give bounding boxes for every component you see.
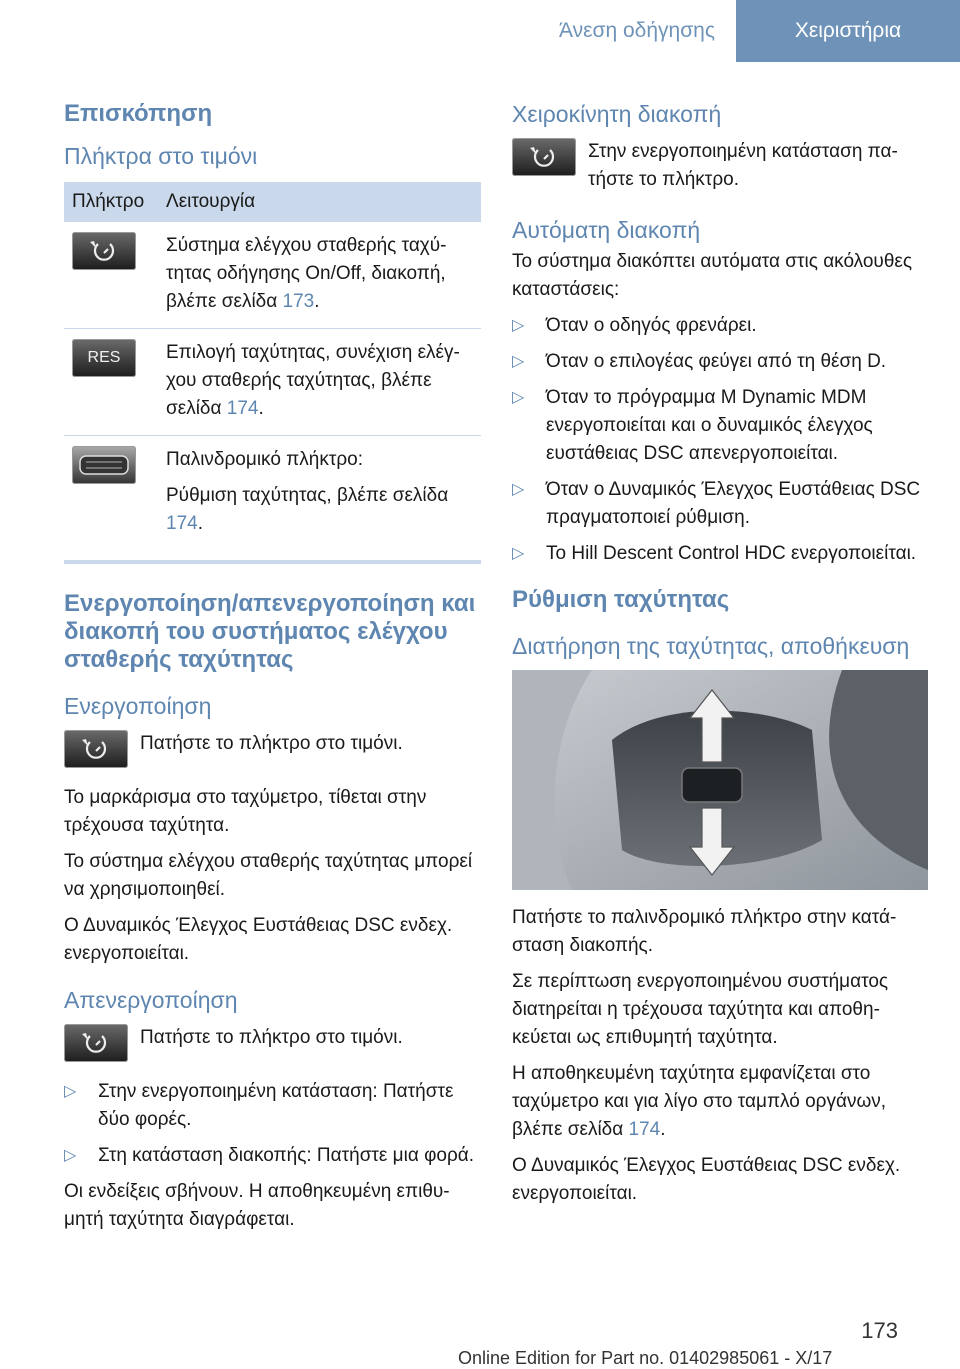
store-speed-subheading: Διατήρηση της ταχύτητας, αποθήκευση [512,633,910,659]
buttons-table [64,182,481,550]
list-item-text: Όταν το πρόγραμμα M Dynamic MDM ενεργοποιείται και ο δυναμικός έλεγχος ευστάθειας DSC απενεργοποιείται. [546,387,873,464]
table-cell-icon [64,329,158,436]
deactivation-list [64,1078,481,1170]
activation-subheading: Ενεργοποίηση [64,693,212,719]
speed-adjust-heading: Ρύθμιση ταχύτητας [512,586,730,613]
row-text: Ρύθμιση ταχύτητας, βλέπε σελίδα [166,485,449,506]
page-number: 173 [861,1318,898,1343]
steering-buttons-subheading: Πλήκτρα στο τιμόνι [64,143,258,169]
row-text: Σύστημα ελέγχου σταθερής ταχύτητας οδήγησης On/Off, διακοπή, βλέπε σελίδα [166,235,447,312]
row-text-end: . [197,513,203,534]
list-item-text: Όταν ο επιλογέας φεύγει από τη θέση D. [546,351,887,372]
triangle-bullet-icon: ▷ [512,545,525,562]
activation-heading: Ενεργοποίηση/απενεργοποίηση και διακοπή του συστήματος ελέγχου σταθερής ταχύτητας [64,590,476,673]
paragraph: Οι ενδείξεις σβήνουν. Η αποθηκευμένη επιθυμητή ταχύτητα διαγράφεται. [64,1181,450,1230]
auto-stop-list [512,312,928,568]
page-link[interactable]: 174 [628,1119,661,1140]
cruise-control-icon [512,138,576,176]
triangle-bullet-icon: ▷ [512,353,525,370]
list-item [512,384,928,468]
table-cell-icon [64,436,158,551]
left-column [64,96,481,1242]
triangle-bullet-icon: ▷ [512,481,525,498]
table-header-function: Λειτουργία [158,182,481,222]
paragraph: Το μαρκάρισμα στο ταχύμετρο, τίθεται στην τρέχουσα ταχύτητα. [64,787,427,836]
triangle-bullet-icon: ▷ [64,1083,77,1100]
table-row [64,436,481,551]
list-item [512,476,928,532]
paragraph: Ο Δυναμικός Έλεγχος Ευστάθειας DSC ενδεχ. ενεργοποιείται. [512,1155,901,1204]
table-cell-icon [64,222,158,329]
list-item [64,1078,481,1134]
list-item-text: Το Hill Descent Control HDC ενεργοποιείται. [546,543,917,564]
triangle-bullet-icon: ▷ [512,389,525,406]
cruise-control-icon [64,730,128,768]
table-row [64,329,481,436]
cruise-control-icon [72,232,136,270]
paragraph: Το σύστημα διακόπτει αυτόματα στις ακόλουθες καταστάσεις: [512,251,913,300]
list-item-text: Όταν ο οδηγός φρενάρει. [546,315,757,336]
deactivation-subheading: Απενεργοποίηση [64,987,238,1013]
header-chapter-tab: Χειριστήρια [736,0,960,62]
overview-heading: Επισκόπηση [64,100,213,127]
deactivation-instruction [64,1024,481,1062]
manual-stop-text: Στην ενεργοποιημένη κατάσταση πατήστε το πλήκτρο. [588,141,898,190]
list-item [512,312,928,340]
right-column [512,96,928,1216]
manual-stop-instruction [512,138,928,194]
row-text-end: . [314,291,320,312]
table-cell-function [158,329,481,436]
row-text: Παλινδρομικό πλήκτρο: [166,449,363,470]
paragraph: Σε περίπτωση ενεργοποιημένου συστήματος διατηρείται η τρέχουσα ταχύτητα και αποθηκεύεται ως επιθυμητή ταχύτητα. [512,971,889,1048]
auto-stop-subheading: Αυτόματη διακοπή [512,217,701,243]
paragraph-text: Η αποθηκευμένη ταχύτητα εμφανίζεται στο ταχύμετρο και για λίγο στο ταμπλό οργάνων, βλέπε σελίδα [512,1063,887,1140]
triangle-bullet-icon: ▷ [512,317,525,334]
paragraph: Το σύστημα ελέγχου σταθερής ταχύτητας μπορεί να χρησιμοποιηθεί. [64,851,473,900]
list-item-text: Στη κατάσταση διακοπής: Πατήστε μια φορά. [98,1145,475,1166]
activation-instruction [64,730,481,768]
table-header-row [64,182,481,222]
cruise-control-icon [64,1024,128,1062]
triangle-bullet-icon: ▷ [64,1147,77,1164]
header-section-tab: Άνεση οδήγησης [538,0,736,62]
manual-stop-subheading: Χειροκίνητη διακοπή [512,101,722,127]
list-item-text: Όταν ο Δυναμικός Έλεγχος Ευστάθειας DSC πραγματοποιεί ρύθμιση. [546,479,921,528]
rocker-switch-icon [72,446,136,484]
page-link[interactable]: 174 [166,513,198,534]
rocker-switch-photo [512,670,928,890]
table-row [64,222,481,329]
paragraph-text-end: . [660,1119,666,1140]
list-item [512,348,928,376]
row-text-end: . [258,398,264,419]
table-cell-function [158,436,481,551]
page-link[interactable]: 174 [226,398,259,419]
res-button-icon: RES [72,339,136,377]
table-cell-function [158,222,481,329]
edition-note: Online Edition for Part no. 01402985061 - X/17 [458,1348,833,1368]
paragraph: Ο Δυναμικός Έλεγχος Ευστάθειας DSC ενδεχ. ενεργοποιείται. [64,915,453,964]
press-button-text: Πατήστε το πλήκτρο στο τιμόνι. [140,1027,403,1048]
table-header-key: Πλήκτρο [64,182,158,222]
list-item [512,540,928,568]
row-text: Επιλογή ταχύτητας, συνέχιση ελέγχου σταθερής ταχύτητας, βλέπε σελίδα [166,342,460,419]
paragraph [512,1060,928,1144]
list-item [64,1142,481,1170]
table-bottom-rule [64,560,481,564]
list-item-text: Στην ενεργοποιημένη κατάσταση: Πατήστε δύο φορές. [98,1081,454,1130]
press-button-text: Πατήστε το πλήκτρο στο τιμόνι. [140,733,403,754]
page-link[interactable]: 173 [282,291,315,312]
paragraph: Πατήστε το παλινδρομικό πλήκτρο στην κατάσταση διακοπής. [512,907,897,956]
